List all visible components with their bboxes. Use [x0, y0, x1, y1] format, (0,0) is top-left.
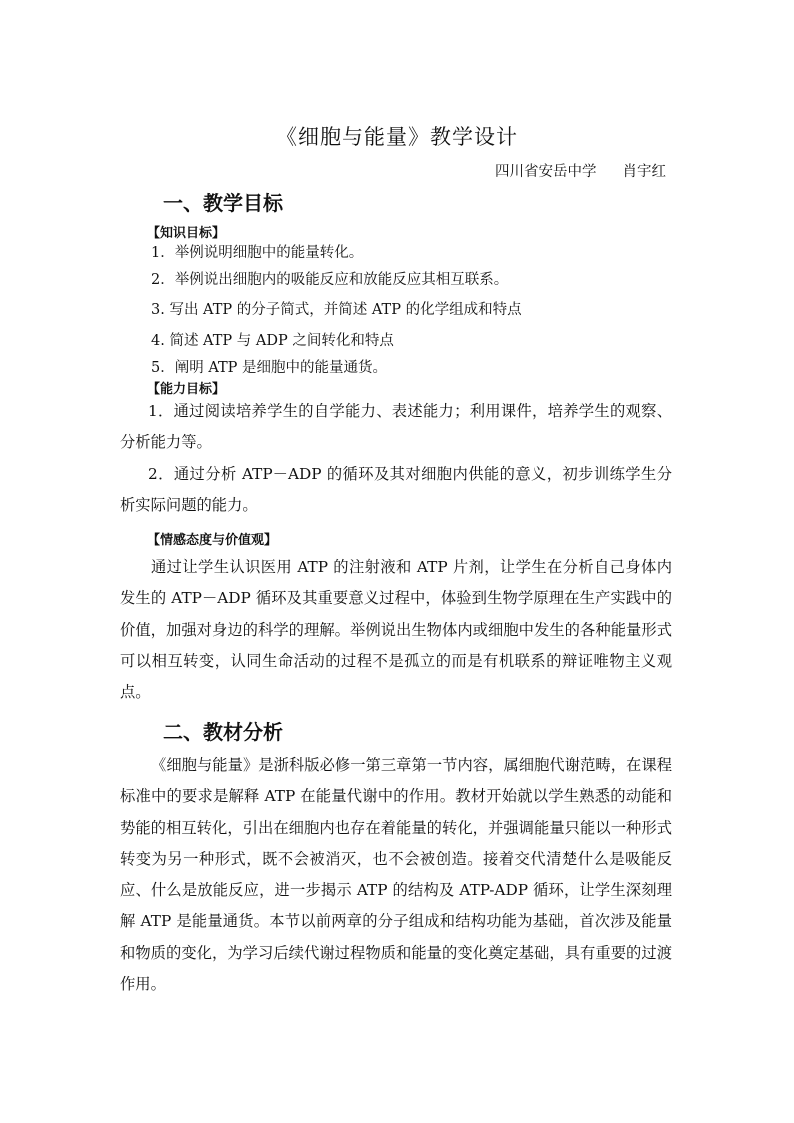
- ability-goals-label: 【能力目标】: [147, 382, 226, 397]
- section-heading-teaching-goals: 一、教学目标: [163, 191, 283, 215]
- knowledge-goal-item: 3. 写出 ATP 的分子简式，并简述 ATP 的化学组成和特点: [151, 302, 522, 318]
- knowledge-goal-item: 2．举例说出细胞内的吸能反应和放能反应其相互联系。: [151, 272, 509, 288]
- textbook-analysis-paragraph: 《细胞与能量》是浙科版必修一第三章第一节内容，属细胞代谢范畴，在课程标准中的要求是解释 ATP 在能量代谢中的作用。教材开始就以学生熟悉的动能和势能的相互转化，引出在细胞内也存在着能量的转化，并强调能量只能以一种形式转变为另一种形式，既不会被消灭，也不会被创造。接着交代清楚什么是吸能反应、什么是放能反应，进一步揭示 ATP 的结构及 ATP-ADP 循环，让学生深刻理解 ATP 是能量通货。本节以前两章的分子组成和结构功能为基础，首次涉及能量和物质的变化，为学习后续代谢过程物质和能量的变化奠定基础，具有重要的过渡作用。: [120, 756, 672, 994]
- author-name: 肖宇红: [622, 164, 666, 180]
- emotion-values-paragraph: 通过让学生认识医用 ATP 的注射液和 ATP 片剂，让学生在分析自己身体内发生的 ATP－ADP 循环及其重要意义过程中，体验到生物学原理在生产实践中的价值，加强对身边的科学的理解。举例说出生物体内或细胞中发生的各种能量形式可以相互转变，认同生命活动的过程不是孤立的而是有机联系的辩证唯物主义观点。: [120, 558, 672, 702]
- author-line: [495, 160, 666, 181]
- author-school: 四川省安岳中学: [495, 164, 597, 180]
- ability-goal-item: 1．通过阅读培养学生的自学能力、表述能力；利用课件，培养学生的观察、分析能力等。: [120, 402, 672, 452]
- document-title: 《细胞与能量》教学设计: [276, 125, 518, 149]
- section-heading-textbook-analysis: 二、教材分析: [163, 720, 283, 744]
- knowledge-goals-label: 【知识目标】: [147, 226, 226, 241]
- emotion-values-label: 【情感态度与价值观】: [147, 533, 278, 548]
- knowledge-goal-item: 4. 简述 ATP 与 ADP 之间转化和特点: [151, 333, 394, 349]
- knowledge-goal-item: 1．举例说明细胞中的能量转化。: [151, 245, 364, 261]
- ability-goal-item: 2．通过分析 ATP－ADP 的循环及其对细胞内供能的意义，初步训练学生分析实际问题的能力。: [120, 465, 672, 515]
- knowledge-goal-item: 5．阐明 ATP 是细胞中的能量通货。: [151, 360, 388, 376]
